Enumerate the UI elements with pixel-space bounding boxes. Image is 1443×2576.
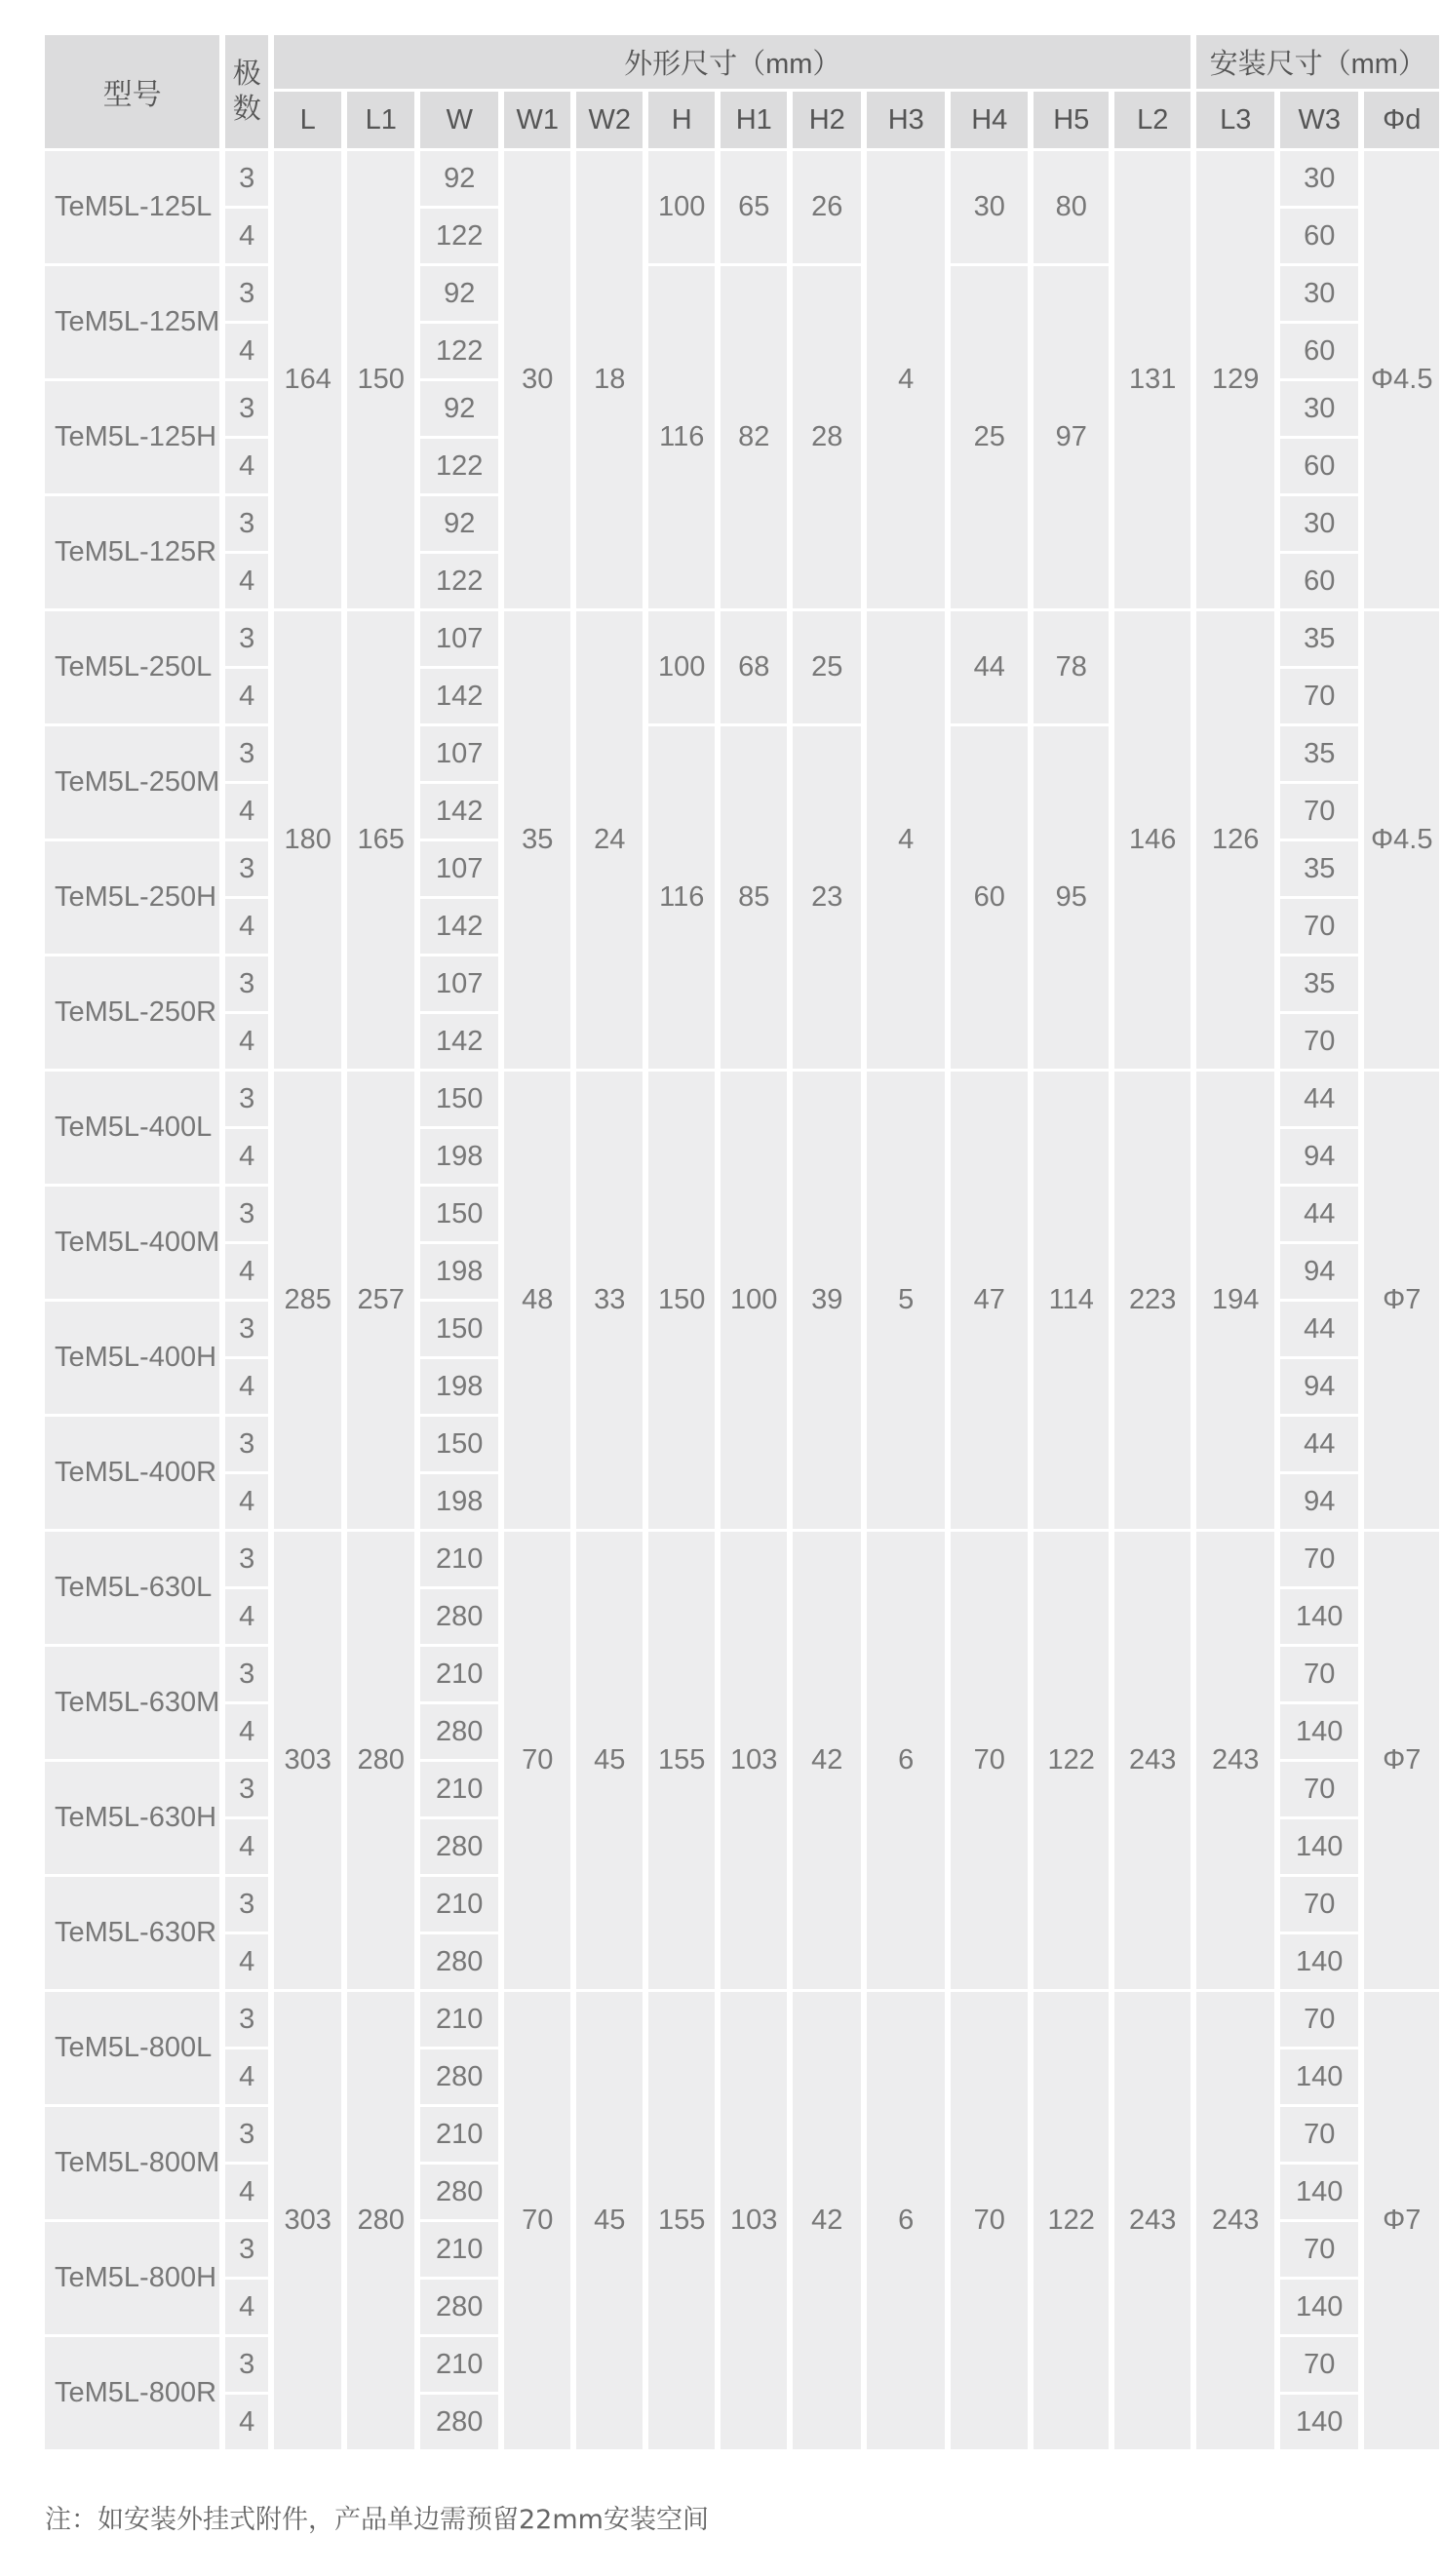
cell-w: 150 (420, 1072, 498, 1126)
model-cell: TeM5L-250M (45, 726, 219, 839)
cell-w: 210 (420, 1877, 498, 1932)
model-cell: TeM5L-250L (45, 611, 219, 723)
cell-w3: 70 (1280, 669, 1358, 723)
cell-h5: 122 (1034, 1992, 1109, 2449)
cell-h5: 114 (1034, 1072, 1109, 1529)
col-header-l3: L3 (1196, 92, 1274, 148)
model-cell: TeM5L-630L (45, 1532, 219, 1644)
cell-w: 92 (420, 151, 498, 206)
poles-cell: 3 (225, 2337, 268, 2392)
model-cell: TeM5L-800M (45, 2107, 219, 2219)
cell-w: 122 (420, 324, 498, 378)
cell-w3: 60 (1280, 554, 1358, 608)
poles-cell: 4 (225, 2395, 268, 2449)
cell-w: 280 (420, 1589, 498, 1644)
cell-w3: 70 (1280, 2222, 1358, 2277)
cell-h4: 60 (951, 726, 1028, 1069)
cell-w: 280 (420, 2395, 498, 2449)
cell-h4: 44 (951, 611, 1028, 723)
cell-w: 122 (420, 554, 498, 608)
model-cell: TeM5L-630H (45, 1762, 219, 1874)
col-header-l2: L2 (1114, 92, 1190, 148)
cell-h1: 85 (721, 726, 787, 1069)
poles-cell: 4 (225, 899, 268, 954)
cell-w2: 33 (576, 1072, 643, 1529)
poles-cell: 4 (225, 1244, 268, 1299)
cell-w3: 60 (1280, 324, 1358, 378)
poles-cell: 3 (225, 266, 268, 321)
cell-l: 303 (274, 1992, 341, 2449)
cell-h2: 26 (793, 151, 861, 263)
cell-w2: 45 (576, 1992, 643, 2449)
cell-h: 150 (648, 1072, 715, 1529)
cell-h: 155 (648, 1532, 715, 1989)
installation-dimensions-header: 安装尺寸（mm） (1196, 35, 1439, 89)
cell-h1: 65 (721, 151, 787, 263)
cell-h: 100 (648, 151, 715, 263)
model-cell: TeM5L-800L (45, 1992, 219, 2104)
cell-w: 107 (420, 611, 498, 666)
cell-l2: 146 (1114, 611, 1190, 1069)
cell-h: 116 (648, 266, 715, 608)
col-header-w: W (420, 92, 498, 148)
cell-w: 142 (420, 899, 498, 954)
cell-w: 92 (420, 266, 498, 321)
cell-w3: 30 (1280, 151, 1358, 206)
cell-h4: 70 (951, 1532, 1028, 1989)
poles-cell: 3 (225, 151, 268, 206)
col-header-l: L (274, 92, 341, 148)
model-cell: TeM5L-125R (45, 496, 219, 608)
cell-w1: 70 (504, 1992, 570, 2449)
cell-w3: 140 (1280, 1934, 1358, 1989)
cell-h4: 47 (951, 1072, 1028, 1529)
cell-w3: 60 (1280, 439, 1358, 493)
cell-w3: 70 (1280, 2337, 1358, 2392)
cell-w3: 70 (1280, 1877, 1358, 1932)
cell-w: 92 (420, 496, 498, 551)
footnote: 注：如安装外挂式附件，产品单边需预留22mm安装空间 (45, 2505, 709, 2535)
col-header-h3: H3 (867, 92, 945, 148)
cell-w3: 60 (1280, 209, 1358, 263)
cell-l1: 280 (347, 1992, 414, 2449)
model-cell: TeM5L-400L (45, 1072, 219, 1184)
cell-w: 142 (420, 669, 498, 723)
col-header-w3: W3 (1280, 92, 1358, 148)
cell-w2: 24 (576, 611, 643, 1069)
poles-cell: 4 (225, 439, 268, 493)
table-row (45, 1992, 1439, 2047)
cell-w1: 70 (504, 1532, 570, 1989)
cell-w: 198 (420, 1359, 498, 1414)
cell-h5: 122 (1034, 1532, 1109, 1989)
cell-w3: 44 (1280, 1417, 1358, 1471)
col-header-w2: W2 (576, 92, 643, 148)
cell-h: 116 (648, 726, 715, 1069)
cell-w3: 140 (1280, 2280, 1358, 2334)
poles-cell: 3 (225, 381, 268, 436)
cell-l1: 165 (347, 611, 414, 1069)
poles-cell: 3 (225, 2222, 268, 2277)
col-header-w1: W1 (504, 92, 570, 148)
cell-h5: 95 (1034, 726, 1109, 1069)
cell-h2: 39 (793, 1072, 861, 1529)
poles-cell: 4 (225, 1704, 268, 1759)
cell-w: 92 (420, 381, 498, 436)
poles-cell: 3 (225, 726, 268, 781)
cell-w: 142 (420, 1014, 498, 1069)
poles-cell: 4 (225, 1589, 268, 1644)
cell-h1: 103 (721, 1992, 787, 2449)
poles-cell: 4 (225, 1934, 268, 1989)
cell-w3: 94 (1280, 1359, 1358, 1414)
cell-l3: 243 (1196, 1992, 1274, 2449)
cell-w: 280 (420, 2049, 498, 2104)
outline-dimensions-header: 外形尺寸（mm） (274, 35, 1190, 89)
cell-w3: 140 (1280, 1819, 1358, 1874)
model-cell: TeM5L-400R (45, 1417, 219, 1529)
cell-w: 198 (420, 1244, 498, 1299)
cell-w3: 70 (1280, 1992, 1358, 2047)
cell-l1: 257 (347, 1072, 414, 1529)
cell-h2: 42 (793, 1992, 861, 2449)
cell-w3: 35 (1280, 841, 1358, 896)
col-header-phi-d: Φd (1364, 92, 1439, 148)
cell-w3: 94 (1280, 1474, 1358, 1529)
col-header-h4: H4 (951, 92, 1028, 148)
cell-h1: 103 (721, 1532, 787, 1989)
poles-cell: 4 (225, 324, 268, 378)
model-cell: TeM5L-800R (45, 2337, 219, 2449)
cell-phi-d: Φ4.5 (1364, 611, 1439, 1069)
cell-w3: 94 (1280, 1244, 1358, 1299)
poles-cell: 3 (225, 1417, 268, 1471)
cell-w: 122 (420, 209, 498, 263)
cell-w: 280 (420, 1934, 498, 1989)
poles-cell: 4 (225, 2049, 268, 2104)
cell-l2: 223 (1114, 1072, 1190, 1529)
cell-l1: 150 (347, 151, 414, 608)
model-cell: TeM5L-630M (45, 1647, 219, 1759)
cell-w3: 30 (1280, 381, 1358, 436)
cell-l3: 243 (1196, 1532, 1274, 1989)
cell-l3: 129 (1196, 151, 1274, 608)
cell-l: 303 (274, 1532, 341, 1989)
col-header-h2: H2 (793, 92, 861, 148)
cell-w: 210 (420, 1647, 498, 1701)
cell-w3: 70 (1280, 1647, 1358, 1701)
poles-cell: 3 (225, 1302, 268, 1356)
table-row (45, 151, 1439, 206)
cell-w3: 35 (1280, 726, 1358, 781)
cell-phi-d: Φ7 (1364, 1992, 1439, 2449)
table-row (45, 1532, 1439, 1586)
col-header-h: H (648, 92, 715, 148)
cell-h3: 5 (867, 1072, 945, 1529)
cell-w: 198 (420, 1474, 498, 1529)
cell-w: 150 (420, 1417, 498, 1471)
cell-w1: 48 (504, 1072, 570, 1529)
cell-w: 150 (420, 1187, 498, 1241)
cell-h4: 25 (951, 266, 1028, 608)
poles-cell: 3 (225, 1992, 268, 2047)
cell-w3: 44 (1280, 1187, 1358, 1241)
poles-cell: 4 (225, 1014, 268, 1069)
poles-cell: 4 (225, 1359, 268, 1414)
cell-w: 107 (420, 726, 498, 781)
cell-l2: 243 (1114, 1992, 1190, 2449)
col-header-l1: L1 (347, 92, 414, 148)
table-row (45, 611, 1439, 666)
cell-w2: 45 (576, 1532, 643, 1989)
cell-phi-d: Φ7 (1364, 1532, 1439, 1989)
cell-l: 285 (274, 1072, 341, 1529)
cell-w3: 140 (1280, 2165, 1358, 2219)
cell-h3: 4 (867, 151, 945, 608)
poles-cell: 4 (225, 669, 268, 723)
cell-phi-d: Φ7 (1364, 1072, 1439, 1529)
col-header-h5: H5 (1034, 92, 1109, 148)
poles-cell: 3 (225, 1187, 268, 1241)
cell-w3: 70 (1280, 1762, 1358, 1816)
poles-cell: 3 (225, 611, 268, 666)
cell-w: 142 (420, 784, 498, 839)
cell-h5: 78 (1034, 611, 1109, 723)
cell-h2: 42 (793, 1532, 861, 1989)
poles-cell: 4 (225, 1819, 268, 1874)
poles-header: 极 数 (225, 35, 268, 148)
cell-w: 107 (420, 956, 498, 1011)
cell-h2: 23 (793, 726, 861, 1069)
poles-cell: 4 (225, 209, 268, 263)
cell-w3: 140 (1280, 2049, 1358, 2104)
poles-cell: 3 (225, 1072, 268, 1126)
cell-l3: 126 (1196, 611, 1274, 1069)
cell-w3: 140 (1280, 1589, 1358, 1644)
cell-l2: 243 (1114, 1532, 1190, 1989)
poles-cell: 4 (225, 1474, 268, 1529)
cell-w: 280 (420, 2165, 498, 2219)
cell-w3: 44 (1280, 1302, 1358, 1356)
model-cell: TeM5L-125M (45, 266, 219, 378)
cell-l: 164 (274, 151, 341, 608)
cell-w3: 94 (1280, 1129, 1358, 1184)
cell-h3: 4 (867, 611, 945, 1069)
cell-w3: 70 (1280, 899, 1358, 954)
cell-h: 155 (648, 1992, 715, 2449)
cell-w: 210 (420, 1762, 498, 1816)
model-header: 型号 (45, 35, 219, 148)
model-cell: TeM5L-400M (45, 1187, 219, 1299)
cell-w3: 30 (1280, 266, 1358, 321)
poles-cell: 4 (225, 1129, 268, 1184)
cell-h3: 6 (867, 1532, 945, 1989)
poles-cell: 3 (225, 1762, 268, 1816)
poles-cell: 3 (225, 496, 268, 551)
cell-w3: 70 (1280, 1014, 1358, 1069)
poles-cell: 4 (225, 554, 268, 608)
cell-l2: 131 (1114, 151, 1190, 608)
cell-w3: 70 (1280, 2107, 1358, 2162)
cell-w: 210 (420, 1992, 498, 2047)
cell-h5: 80 (1034, 151, 1109, 263)
cell-w3: 70 (1280, 784, 1358, 839)
cell-h1: 82 (721, 266, 787, 608)
cell-w: 107 (420, 841, 498, 896)
cell-h2: 28 (793, 266, 861, 608)
table-row (45, 1072, 1439, 1126)
cell-w3: 140 (1280, 2395, 1358, 2449)
cell-w: 210 (420, 2337, 498, 2392)
cell-w3: 140 (1280, 1704, 1358, 1759)
poles-cell: 3 (225, 2107, 268, 2162)
cell-l: 180 (274, 611, 341, 1069)
model-cell: TeM5L-250R (45, 956, 219, 1069)
cell-l3: 194 (1196, 1072, 1274, 1529)
cell-w1: 30 (504, 151, 570, 608)
poles-cell: 3 (225, 956, 268, 1011)
col-header-h1: H1 (721, 92, 787, 148)
cell-w: 210 (420, 2107, 498, 2162)
poles-cell: 4 (225, 784, 268, 839)
cell-w3: 44 (1280, 1072, 1358, 1126)
cell-w1: 35 (504, 611, 570, 1069)
cell-w: 210 (420, 2222, 498, 2277)
dimension-table (39, 32, 1443, 2452)
cell-w3: 35 (1280, 611, 1358, 666)
cell-w: 280 (420, 1704, 498, 1759)
cell-w: 198 (420, 1129, 498, 1184)
model-cell: TeM5L-125H (45, 381, 219, 493)
cell-phi-d: Φ4.5 (1364, 151, 1439, 608)
cell-h1: 68 (721, 611, 787, 723)
cell-h3: 6 (867, 1992, 945, 2449)
poles-cell: 3 (225, 1532, 268, 1586)
cell-l1: 280 (347, 1532, 414, 1989)
cell-w: 150 (420, 1302, 498, 1356)
cell-h: 100 (648, 611, 715, 723)
cell-w: 122 (420, 439, 498, 493)
model-cell: TeM5L-400H (45, 1302, 219, 1414)
cell-h1: 100 (721, 1072, 787, 1529)
cell-h4: 30 (951, 151, 1028, 263)
cell-h4: 70 (951, 1992, 1028, 2449)
poles-cell: 4 (225, 2280, 268, 2334)
cell-w3: 70 (1280, 1532, 1358, 1586)
cell-h5: 97 (1034, 266, 1109, 608)
model-cell: TeM5L-250H (45, 841, 219, 954)
poles-cell: 3 (225, 1877, 268, 1932)
model-cell: TeM5L-630R (45, 1877, 219, 1989)
model-cell: TeM5L-800H (45, 2222, 219, 2334)
cell-w: 280 (420, 1819, 498, 1874)
poles-cell: 3 (225, 1647, 268, 1701)
cell-w2: 18 (576, 151, 643, 608)
cell-w3: 30 (1280, 496, 1358, 551)
cell-w: 280 (420, 2280, 498, 2334)
poles-cell: 3 (225, 841, 268, 896)
cell-w: 210 (420, 1532, 498, 1586)
cell-w3: 35 (1280, 956, 1358, 1011)
model-cell: TeM5L-125L (45, 151, 219, 263)
poles-cell: 4 (225, 2165, 268, 2219)
cell-h2: 25 (793, 611, 861, 723)
